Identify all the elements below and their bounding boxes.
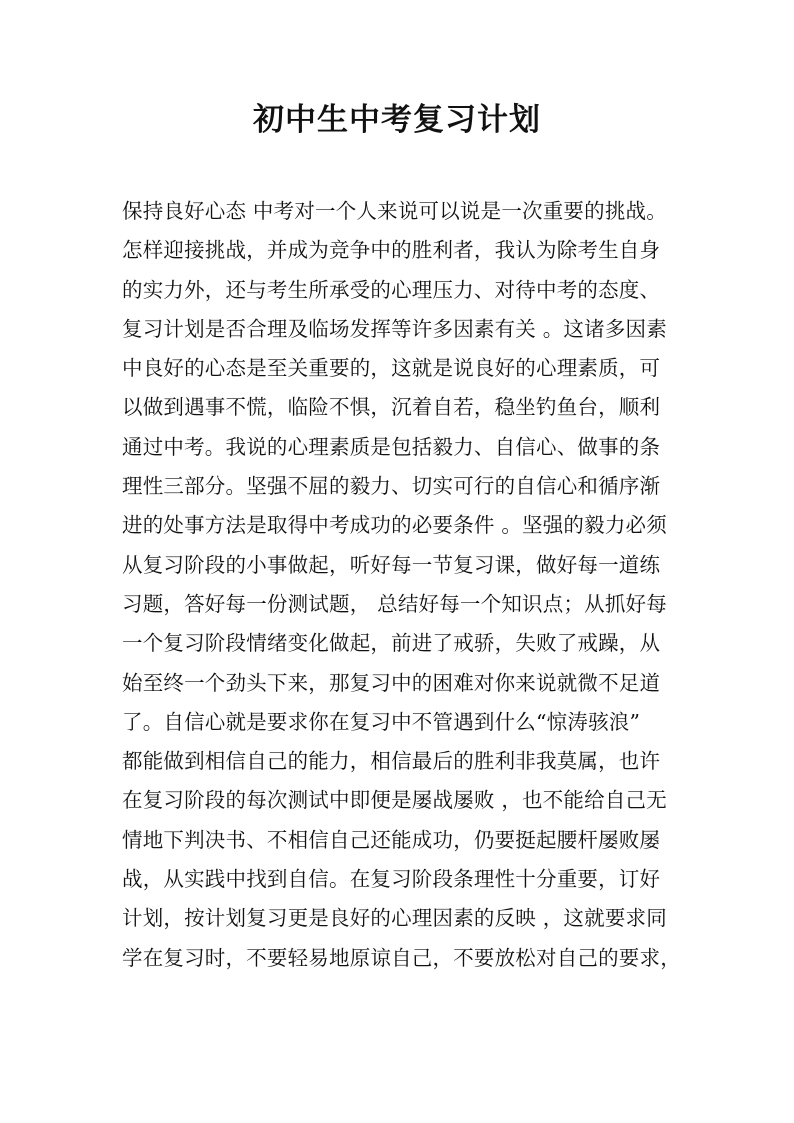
body-line: 从复习阶段的小事做起，听好每一节复习课，做好每一道练 <box>122 552 661 577</box>
body-line: 始至终一个劲头下来，那复习中的困难对你来说就微不足道 <box>122 670 661 695</box>
body-line: 通过中考。我说的心理素质是包括毅力、自信心、做事的条 <box>122 434 661 459</box>
body-line: 复习计划是否合理及临场发挥等许多因素有关 。这诸多因素 <box>122 316 667 341</box>
body-line: 战，从实践中找到自信。在复习阶段条理性十分重要，订好 <box>122 867 661 892</box>
body-line: 理性三部分。坚强不屈的毅力、切实可行的自信心和循序渐 <box>122 474 661 499</box>
body-line: 情地下判决书、不相信自己还能成功，仍要挺起腰杆屡败屡 <box>122 827 661 852</box>
body-line: 都能做到相信自己的能力，相信最后的胜利非我莫属，也许 <box>122 749 661 774</box>
body-line: 计划，按计划复习更是良好的心理因素的反映 ，这就要求同 <box>122 906 667 931</box>
body-line: 的实力外，还与考生所承受的心理压力、对待中考的态度、 <box>122 277 661 302</box>
body-line: 以做到遇事不慌，临险不惧，沉着自若，稳坐钓鱼台，顺利 <box>122 395 661 420</box>
body-line: 了。自信心就是要求你在复习中不管遇到什么“惊涛骇浪” <box>122 709 641 734</box>
body-line: 学在复习时，不要轻易地原谅自己，不要放松对自己的要求， <box>122 945 681 970</box>
body-line: 保持良好心态 中考对一个人来说可以说是一次重要的挑战。 <box>122 199 667 223</box>
body-line: 怎样迎接挑战，并成为竞争中的胜利者，我认为除考生自身 <box>122 238 661 263</box>
document-title: 初中生中考复习计划 <box>253 102 541 138</box>
body-line: 在复习阶段的每次测试中即便是屡战屡败 ，也不能给自己无 <box>122 788 667 813</box>
body-line: 一个复习阶段情绪变化做起，前进了戒骄，失败了戒躁，从 <box>122 631 661 656</box>
body-line: 习题，答好每一份测试题， 总结好每一个知识点；从抓好每 <box>122 591 667 616</box>
document-body <box>122 192 682 978</box>
body-line: 进的处事方法是取得中考成功的必要条件 。坚强的毅力必须 <box>122 513 667 538</box>
body-line: 中良好的心态是至关重要的，这就是说良好的心理素质，可 <box>122 356 661 381</box>
